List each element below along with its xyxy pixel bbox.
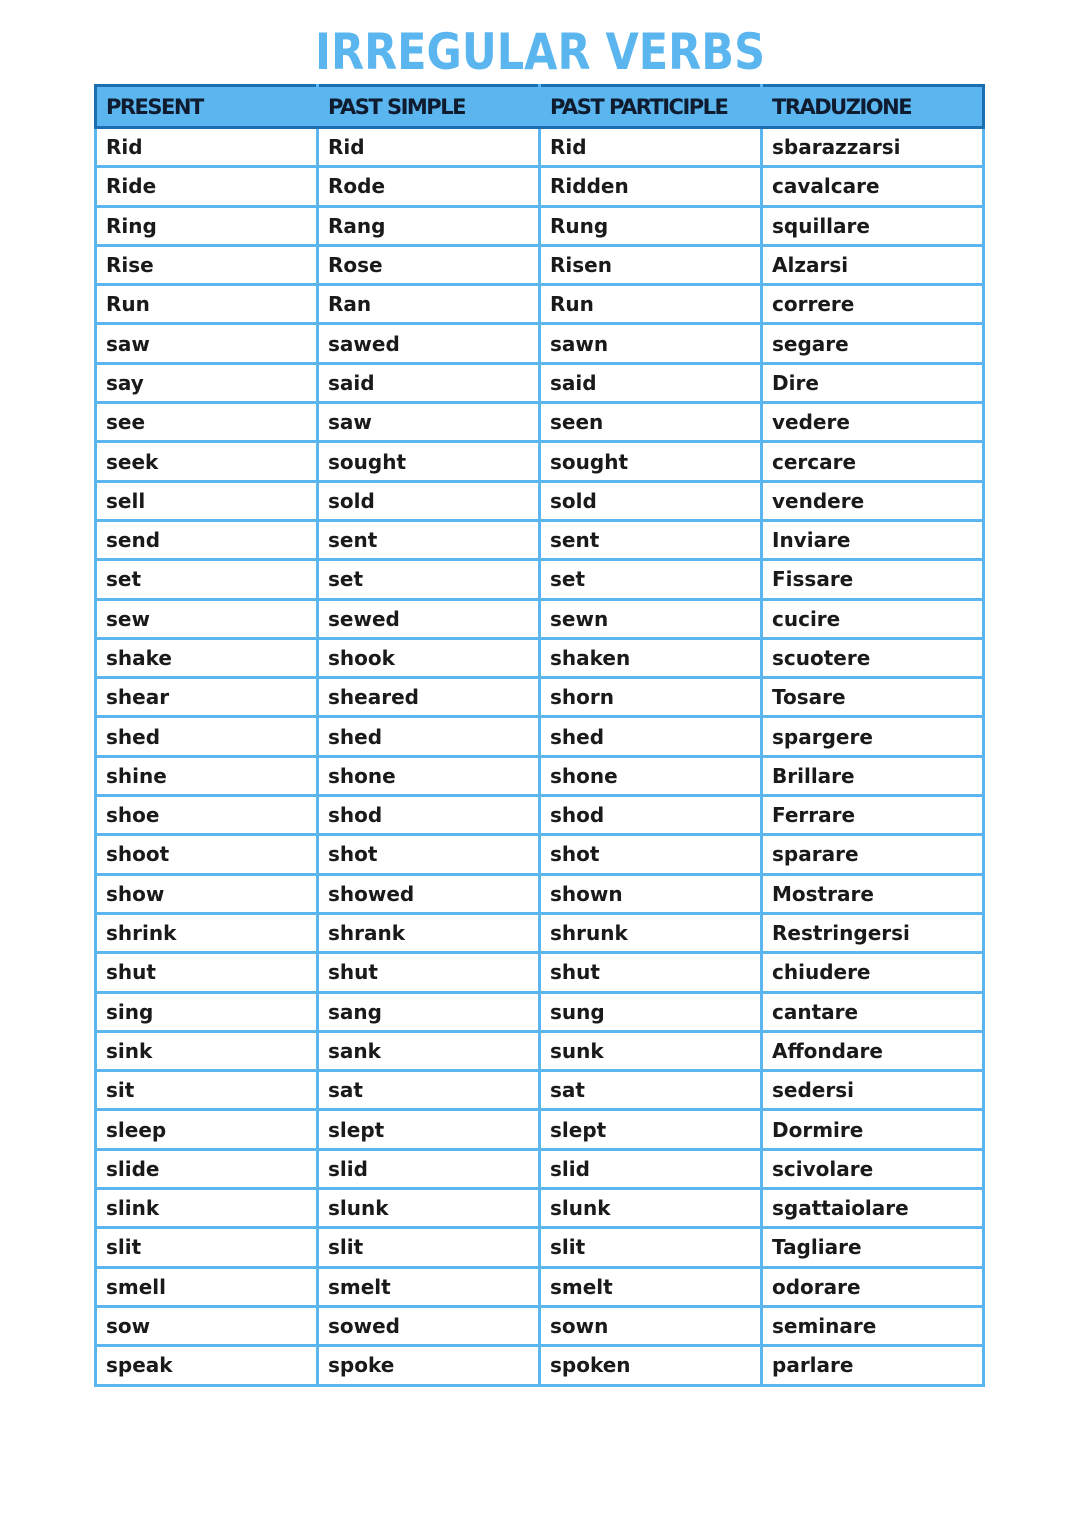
cell-present: slink [96, 1189, 318, 1228]
cell-past-participle: sown [540, 1306, 762, 1345]
table-row [96, 913, 984, 952]
cell-past-participle: shone [540, 756, 762, 795]
cell-past-participle: sung [540, 992, 762, 1031]
table-row [96, 442, 984, 481]
cell-traduzione: segare [762, 324, 984, 363]
cell-traduzione: correre [762, 285, 984, 324]
cell-traduzione: cantare [762, 992, 984, 1031]
table-row [96, 560, 984, 599]
cell-past-participle: Run [540, 285, 762, 324]
cell-present: Rid [96, 128, 318, 167]
table-row [96, 128, 984, 167]
cell-past-simple: sank [318, 1031, 540, 1070]
cell-past-simple: Rode [318, 167, 540, 206]
table-row [96, 481, 984, 520]
table-row [96, 678, 984, 717]
table-row [96, 1189, 984, 1228]
cell-traduzione: seminare [762, 1306, 984, 1345]
cell-past-participle: slunk [540, 1189, 762, 1228]
cell-past-simple: sewed [318, 599, 540, 638]
cell-past-simple: saw [318, 403, 540, 442]
cell-traduzione: Mostrare [762, 874, 984, 913]
cell-past-participle: shaken [540, 638, 762, 677]
cell-traduzione: Alzarsi [762, 245, 984, 284]
cell-traduzione: Tosare [762, 678, 984, 717]
cell-past-participle: set [540, 560, 762, 599]
cell-past-simple: shut [318, 953, 540, 992]
cell-traduzione: Restringersi [762, 913, 984, 952]
cell-past-participle: shed [540, 717, 762, 756]
cell-traduzione: Inviare [762, 520, 984, 559]
table-row [96, 638, 984, 677]
cell-past-participle: Ridden [540, 167, 762, 206]
cell-traduzione: Brillare [762, 756, 984, 795]
cell-traduzione: cucire [762, 599, 984, 638]
table-row [96, 206, 984, 245]
cell-present: Rise [96, 245, 318, 284]
cell-present: sit [96, 1071, 318, 1110]
cell-present: sell [96, 481, 318, 520]
table-row [96, 796, 984, 835]
cell-present: shake [96, 638, 318, 677]
cell-present: slit [96, 1228, 318, 1267]
table-row [96, 1346, 984, 1385]
cell-traduzione: vendere [762, 481, 984, 520]
cell-traduzione: sparare [762, 835, 984, 874]
cell-traduzione: sgattaiolare [762, 1189, 984, 1228]
page-title: IRREGULAR VERBS [314, 23, 766, 81]
cell-past-participle: shod [540, 796, 762, 835]
cell-past-simple: slid [318, 1149, 540, 1188]
cell-present: say [96, 363, 318, 402]
cell-past-simple: shod [318, 796, 540, 835]
cell-traduzione: cavalcare [762, 167, 984, 206]
cell-past-simple: shook [318, 638, 540, 677]
cell-past-participle: sat [540, 1071, 762, 1110]
header-past-participle: PAST PARTICIPLE [540, 86, 762, 128]
cell-past-participle: shrunk [540, 913, 762, 952]
cell-past-simple: sat [318, 1071, 540, 1110]
cell-present: Ride [96, 167, 318, 206]
cell-past-simple: said [318, 363, 540, 402]
cell-present: set [96, 560, 318, 599]
cell-past-participle: Risen [540, 245, 762, 284]
verb-table [94, 84, 985, 1387]
table-row [96, 874, 984, 913]
table-row [96, 324, 984, 363]
table-row [96, 992, 984, 1031]
cell-past-participle: sold [540, 481, 762, 520]
cell-past-simple: shot [318, 835, 540, 874]
table-row [96, 520, 984, 559]
table-row [96, 1071, 984, 1110]
cell-past-participle: smelt [540, 1267, 762, 1306]
header-row [96, 86, 984, 128]
cell-past-participle: spoken [540, 1346, 762, 1385]
header-traduzione: TRADUZIONE [762, 86, 984, 128]
cell-traduzione: Ferrare [762, 796, 984, 835]
cell-present: slide [96, 1149, 318, 1188]
cell-past-simple: Ran [318, 285, 540, 324]
table-row [96, 285, 984, 324]
cell-past-participle: sawn [540, 324, 762, 363]
cell-traduzione: chiudere [762, 953, 984, 992]
cell-traduzione: sbarazzarsi [762, 128, 984, 167]
table-row [96, 403, 984, 442]
cell-present: shrink [96, 913, 318, 952]
cell-past-simple: shrank [318, 913, 540, 952]
table-row [96, 1306, 984, 1345]
cell-present: saw [96, 324, 318, 363]
cell-traduzione: Fissare [762, 560, 984, 599]
table-row [96, 1031, 984, 1070]
table-row [96, 756, 984, 795]
cell-past-simple: showed [318, 874, 540, 913]
cell-traduzione: parlare [762, 1346, 984, 1385]
table-row [96, 717, 984, 756]
cell-past-simple: smelt [318, 1267, 540, 1306]
cell-traduzione: cercare [762, 442, 984, 481]
cell-traduzione: scuotere [762, 638, 984, 677]
cell-present: sow [96, 1306, 318, 1345]
cell-past-simple: slunk [318, 1189, 540, 1228]
table-row [96, 245, 984, 284]
cell-past-simple: sawed [318, 324, 540, 363]
cell-past-participle: shot [540, 835, 762, 874]
cell-past-simple: slept [318, 1110, 540, 1149]
table-row [96, 599, 984, 638]
cell-past-simple: spoke [318, 1346, 540, 1385]
cell-present: shine [96, 756, 318, 795]
cell-past-simple: shone [318, 756, 540, 795]
cell-past-participle: seen [540, 403, 762, 442]
cell-present: sleep [96, 1110, 318, 1149]
cell-present: shoot [96, 835, 318, 874]
cell-past-simple: sold [318, 481, 540, 520]
table-row [96, 363, 984, 402]
cell-present: shear [96, 678, 318, 717]
cell-past-participle: slid [540, 1149, 762, 1188]
cell-traduzione: squillare [762, 206, 984, 245]
cell-past-simple: slit [318, 1228, 540, 1267]
cell-past-participle: shown [540, 874, 762, 913]
cell-past-simple: sought [318, 442, 540, 481]
table-body [96, 128, 984, 1386]
header-present: PRESENT [96, 86, 318, 128]
cell-past-participle: shorn [540, 678, 762, 717]
cell-present: Run [96, 285, 318, 324]
cell-past-participle: said [540, 363, 762, 402]
cell-past-participle: Rung [540, 206, 762, 245]
cell-present: sew [96, 599, 318, 638]
cell-traduzione: scivolare [762, 1149, 984, 1188]
cell-present: speak [96, 1346, 318, 1385]
cell-present: shed [96, 717, 318, 756]
cell-past-participle: shut [540, 953, 762, 992]
cell-present: send [96, 520, 318, 559]
cell-past-participle: sought [540, 442, 762, 481]
table-row [96, 167, 984, 206]
cell-past-simple: sheared [318, 678, 540, 717]
table-row [96, 953, 984, 992]
cell-past-simple: sent [318, 520, 540, 559]
cell-past-participle: sunk [540, 1031, 762, 1070]
cell-traduzione: Tagliare [762, 1228, 984, 1267]
cell-past-participle: slept [540, 1110, 762, 1149]
cell-past-simple: set [318, 560, 540, 599]
cell-past-simple: sang [318, 992, 540, 1031]
cell-past-simple: sowed [318, 1306, 540, 1345]
cell-past-simple: Rose [318, 245, 540, 284]
cell-present: shut [96, 953, 318, 992]
cell-traduzione: Dire [762, 363, 984, 402]
cell-traduzione: spargere [762, 717, 984, 756]
cell-present: Ring [96, 206, 318, 245]
cell-present: see [96, 403, 318, 442]
table-row [96, 1228, 984, 1267]
cell-present: smell [96, 1267, 318, 1306]
cell-traduzione: Affondare [762, 1031, 984, 1070]
cell-past-participle: sent [540, 520, 762, 559]
cell-traduzione: vedere [762, 403, 984, 442]
cell-past-participle: slit [540, 1228, 762, 1267]
cell-past-simple: shed [318, 717, 540, 756]
table-row [96, 1110, 984, 1149]
cell-past-simple: Rid [318, 128, 540, 167]
table-row [96, 1267, 984, 1306]
cell-present: sing [96, 992, 318, 1031]
cell-past-simple: Rang [318, 206, 540, 245]
cell-present: sink [96, 1031, 318, 1070]
table-row [96, 835, 984, 874]
cell-past-participle: Rid [540, 128, 762, 167]
table-header [96, 86, 984, 128]
cell-traduzione: odorare [762, 1267, 984, 1306]
cell-present: shoe [96, 796, 318, 835]
header-past-simple: PAST SIMPLE [318, 86, 540, 128]
cell-traduzione: sedersi [762, 1071, 984, 1110]
cell-past-participle: sewn [540, 599, 762, 638]
cell-present: show [96, 874, 318, 913]
table-row [96, 1149, 984, 1188]
cell-present: seek [96, 442, 318, 481]
cell-traduzione: Dormire [762, 1110, 984, 1149]
